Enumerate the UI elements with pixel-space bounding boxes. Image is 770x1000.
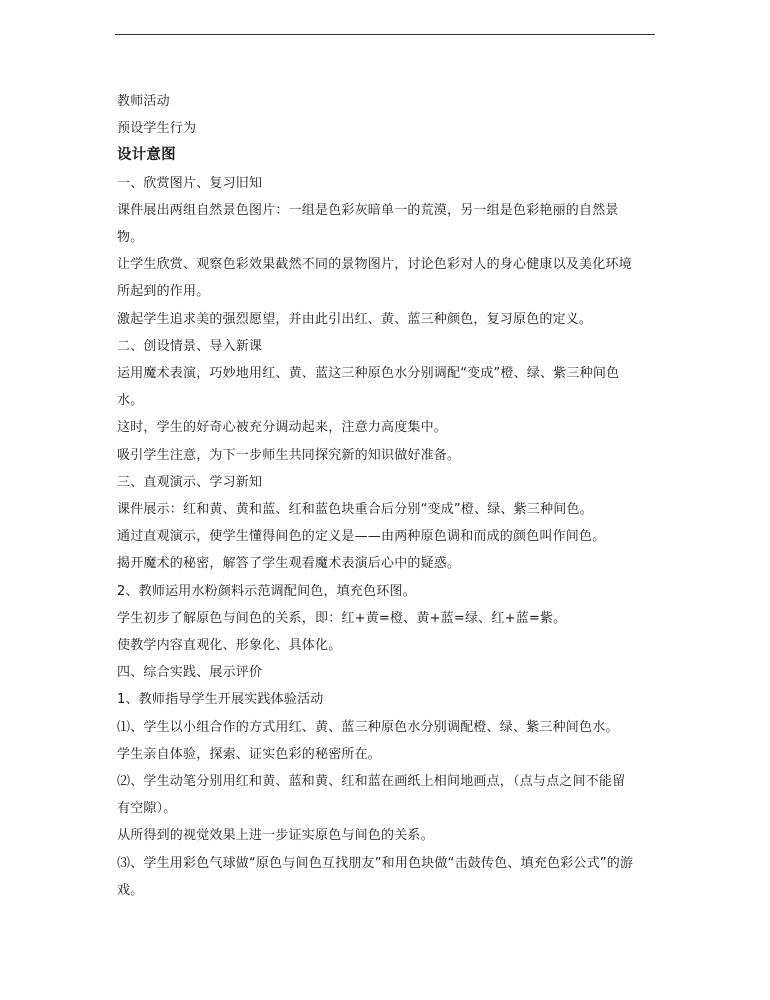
text-line: 1、教师指导学生开展实践体验活动 <box>117 692 324 708</box>
text-line: 三、直观演示、学习新知 <box>117 474 263 490</box>
text-line: 水。 <box>117 393 144 409</box>
text-line: 这时，学生的好奇心被充分调动起来，注意力高度集中。 <box>117 420 448 436</box>
text-line: 物。 <box>117 230 144 246</box>
text-line: 一、欣赏图片、复习旧知 <box>117 175 263 191</box>
text-line: 四、综合实践、展示评价 <box>117 665 263 681</box>
text-line: 吸引学生注意，为下一步师生共同探究新的知识做好准备。 <box>117 447 461 463</box>
text-line: 教师活动 <box>117 94 170 109</box>
text-line: 让学生欣赏、观察色彩效果截然不同的景物图片，讨论色彩对人的身心健康以及美化环境 <box>117 257 632 273</box>
text-line: 使教学内容直观化、形象化、具体化。 <box>117 638 342 654</box>
text-line: 有空隙）。 <box>117 801 177 817</box>
text-line: 所起到的作用。 <box>117 284 210 300</box>
text-line: 运用魔术表演，巧妙地用红、黄、蓝这三种原色水分别调配“变成”橙、绿、紫三种间色 <box>117 366 620 382</box>
text-line: 从所得到的视觉效果上进一步证实原色与间色的关系。 <box>117 828 434 844</box>
text-line: 通过直观演示，使学生懂得间色的定义是——由两种原色调和而成的颜色叫作间色。 <box>117 529 606 545</box>
text-line: 课件展出两组自然景色图片：一组是色彩灰暗单一的荒漠，另一组是色彩艳丽的自然景 <box>117 202 619 218</box>
text-line: 戏。 <box>117 882 144 898</box>
text-line: 2、教师运用水粉颜料示范调配间色，填充色环图。 <box>117 583 416 599</box>
text-line: 学生亲自体验，探索、证实色彩的秘密所在。 <box>117 746 382 762</box>
text-line: ⑴、学生以小组合作的方式用红、黄、蓝三种原色水分别调配橙、绿、紫三种间色水。 <box>117 719 619 735</box>
text-line: 揭开魔术的秘密，解答了学生观看魔术表演后心中的疑惑。 <box>117 556 461 572</box>
text-line: ⑶、学生用彩色气球做“原色与间色互找朋友”和用色块做“击鼓传色、填充色彩公式”的游 <box>117 855 634 871</box>
document-body <box>117 88 657 904</box>
text-line: 预设学生行为 <box>117 121 197 137</box>
text-line: 学生初步了解原色与间色的关系，即：红+黄=橙、黄+蓝=绿、红+蓝=紫。 <box>117 610 567 626</box>
text-line: ⑵、学生动笔分别用红和黄、蓝和黄、红和蓝在画纸上相间地画点，（点与点之间不能留 <box>117 774 626 790</box>
section-heading: 设计意图 <box>117 147 176 164</box>
text-line: 二、创设情景、导入新课 <box>117 338 263 354</box>
text-line: 激起学生追求美的强烈愿望，并由此引出红、黄、蓝三种颜色，复习原色的定义。 <box>117 311 593 327</box>
header-rule <box>115 34 655 35</box>
text-line: 课件展示：红和黄、黄和蓝、红和蓝色块重合后分别“变成”橙、绿、紫三种间色。 <box>117 502 593 518</box>
